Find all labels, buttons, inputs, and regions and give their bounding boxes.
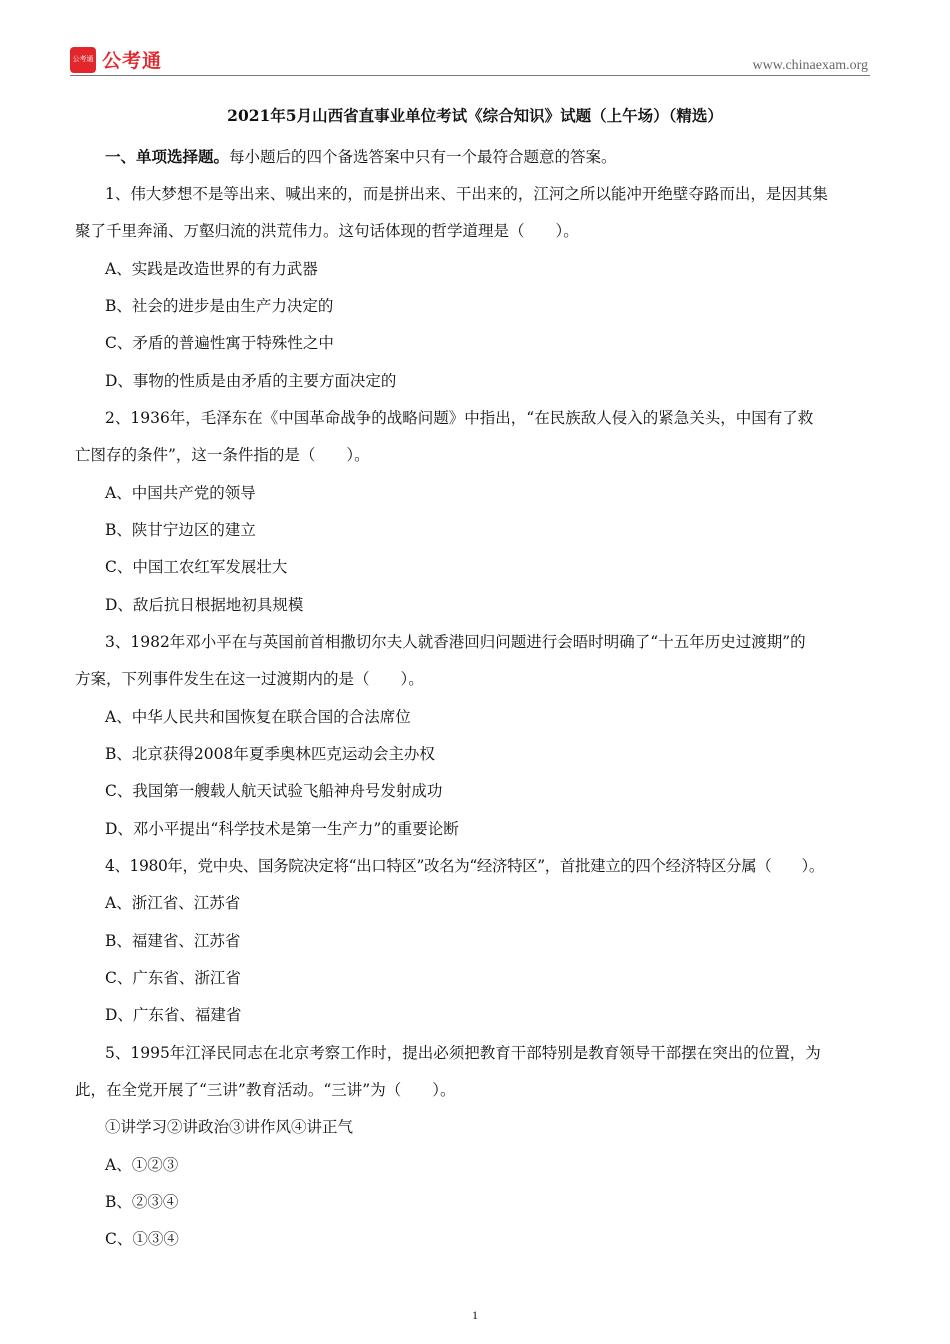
option-line: A、中国共产党的领导 bbox=[105, 484, 256, 502]
question-line: 3、1982年邓小平在与英国前首相撒切尔夫人就香港回归问题进行会晤时明确了“十五年历史过渡期”的 bbox=[105, 633, 806, 651]
option-line: C、广东省、浙江省 bbox=[105, 969, 241, 987]
option-line: D、事物的性质是由矛盾的主要方面决定的 bbox=[105, 372, 397, 390]
option-line: B、北京获得2008年夏季奥林匹克运动会主办权 bbox=[105, 745, 435, 763]
page-header bbox=[70, 44, 870, 78]
option-line: D、广东省、福建省 bbox=[105, 1006, 242, 1024]
option-line: C、矛盾的普遍性寓于特殊性之中 bbox=[105, 334, 334, 352]
logo-icon: 公考通 bbox=[70, 47, 96, 73]
statement-line: ①讲学习②讲政治③讲作风④讲正气 bbox=[105, 1118, 354, 1136]
document-title: 2021年5月山西省直事业单位考试《综合知识》试题（上午场）（精选） bbox=[227, 106, 723, 125]
option-line: D、邓小平提出“科学技术是第一生产力”的重要论断 bbox=[105, 820, 459, 838]
question-line: 5、1995年江泽民同志在北京考察工作时，提出必须把教育干部特别是教育领导干部摆在突出的位置，为 bbox=[105, 1044, 821, 1062]
logo-text: 公考通 bbox=[102, 50, 163, 72]
option-line: A、实践是改造世界的有力武器 bbox=[105, 260, 318, 278]
page-number: 1 bbox=[472, 1308, 478, 1322]
option-line: A、①②③ bbox=[105, 1156, 179, 1174]
option-line: B、福建省、江苏省 bbox=[105, 932, 241, 950]
question-line: 聚了千里奔涌、万壑归流的洪荒伟力。这句话体现的哲学道理是（ ）。 bbox=[75, 222, 579, 240]
question-line: 2、1936年，毛泽东在《中国革命战争的战略问题》中指出，“在民族敌人侵入的紧急关头，中国有了救 bbox=[105, 409, 814, 427]
section-label: 一、单项选择题。 bbox=[105, 147, 230, 166]
option-line: A、中华人民共和国恢复在联合国的合法席位 bbox=[105, 708, 411, 726]
option-line: A、浙江省、江苏省 bbox=[105, 894, 241, 912]
option-line: B、②③④ bbox=[105, 1193, 179, 1211]
question-line: 此，在全党开展了“三讲”教育活动。“三讲”为（ ）。 bbox=[75, 1081, 456, 1099]
section-instruction: 每小题后的四个备选答案中只有一个最符合题意的答案。 bbox=[229, 148, 617, 166]
option-line: C、中国工农红军发展壮大 bbox=[105, 558, 288, 576]
option-line: D、敌后抗日根据地初具规模 bbox=[105, 596, 304, 614]
option-line: B、陕甘宁边区的建立 bbox=[105, 521, 256, 539]
question-line: 亡图存的条件”，这一条件指的是（ ）。 bbox=[75, 446, 370, 464]
site-url[interactable]: www.chinaexam.org bbox=[752, 58, 868, 73]
question-line: 4、1980年，党中央、国务院决定将“出口特区”改名为“经济特区”，首批建立的四个经济特区分属（ ）。 bbox=[105, 857, 824, 875]
option-line: C、①③④ bbox=[105, 1230, 179, 1248]
question-line: 方案，下列事件发生在这一过渡期内的是（ ）。 bbox=[75, 670, 424, 688]
header-divider bbox=[70, 75, 870, 76]
brand-logo[interactable] bbox=[70, 46, 162, 73]
section-heading bbox=[105, 145, 910, 167]
question-line: 1、伟大梦想不是等出来、喊出来的，而是拼出来、干出来的，江河之所以能冲开绝壁夺路而出，是因其集 bbox=[105, 185, 828, 203]
option-line: B、社会的进步是由生产力决定的 bbox=[105, 297, 334, 315]
option-line: C、我国第一艘载人航天试验飞船神舟号发射成功 bbox=[105, 782, 443, 800]
